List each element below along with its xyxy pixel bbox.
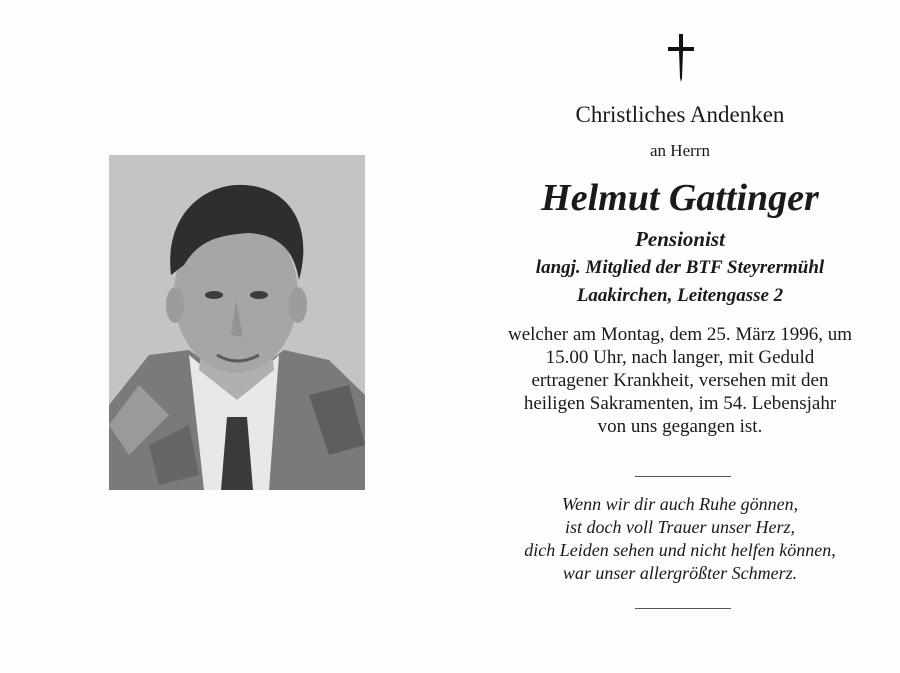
obituary-line: ertragener Krankheit, versehen mit den [531,370,829,391]
deceased-name: Helmut Gattinger [541,177,819,219]
obituary-line: von uns gegangen ist. [597,416,763,437]
membership: langj. Mitglied der BTF Steyrermühl [535,257,825,278]
obituary-line: welcher am Montag, dem 25. März 1996, um [507,324,853,345]
address: Laakirchen, Leitengasse 2 [576,285,784,306]
verse-line: ist doch voll Trauer unser Herz, [564,517,795,537]
cross-icon [666,32,696,84]
obituary-line: 15.00 Uhr, nach langer, mit Geduld [545,347,815,368]
portrait-illustration [109,155,365,490]
portrait-photo [109,155,365,490]
obituary-text [470,323,890,438]
verse [470,493,890,585]
occupation: Pensionist [635,227,725,251]
obituary-line: heiligen Sakramenten, im 54. Lebensjahr [523,393,837,414]
divider [635,476,731,477]
verse-line: war unser allergrößter Schmerz. [562,563,798,583]
salutation: an Herrn [650,141,710,160]
heading: Christliches Andenken [575,102,785,127]
verse-line: dich Leiden sehen und nicht helfen können, [524,540,836,560]
divider [635,608,731,609]
verse-line: Wenn wir dir auch Ruhe gönnen, [561,494,799,514]
